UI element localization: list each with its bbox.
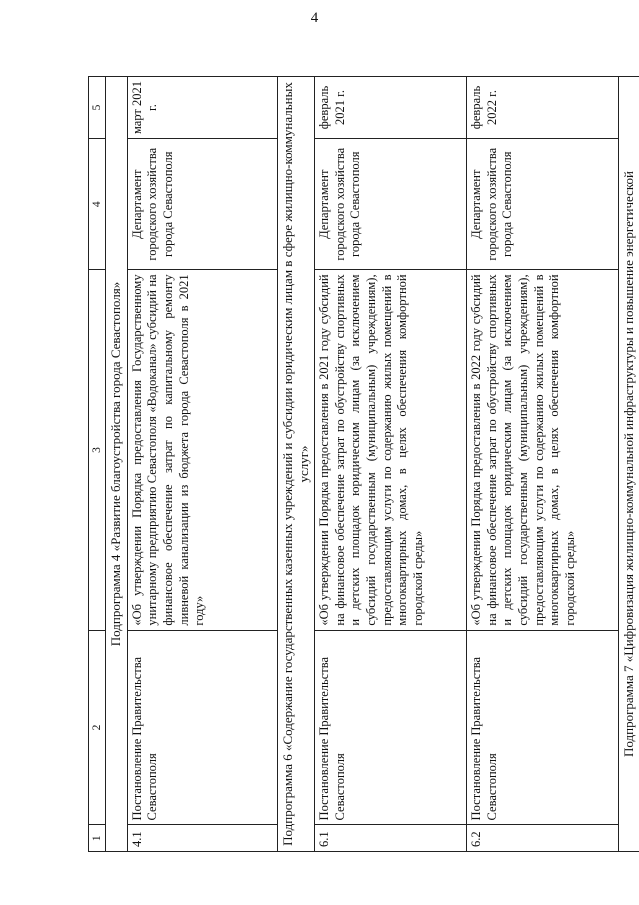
table-row bbox=[315, 77, 467, 852]
document-name: «Об утверждении Порядка предоставления Государственному унитарному предприятию Севастополя «Водоканал» субсидий на финансовое обеспечение затрат по капитальному ремонту ливневой канализации из бюджета города Севастополя в 2021 году» bbox=[127, 270, 277, 630]
deadline: февраль 2022 г. bbox=[467, 77, 619, 139]
rotated-table-container bbox=[88, 76, 637, 852]
executor: Департамент городского хозяйства города Севастополя bbox=[127, 139, 277, 270]
deadline: февраль 2021 г. bbox=[315, 77, 467, 139]
table-row bbox=[467, 77, 619, 852]
header-cell: 4 bbox=[89, 139, 106, 270]
section-title: Подпрограмма 6 «Содержание государственных казенных учреждений и субсидии юридическим лицам в сфере жилищно-коммунальных услуг» bbox=[277, 77, 315, 852]
document-type: Постановление Правительства Севастополя bbox=[127, 630, 277, 825]
executor: Департамент городского хозяйства города Севастополя bbox=[315, 139, 467, 270]
row-number: 6.2 bbox=[467, 825, 619, 852]
header-row bbox=[89, 77, 106, 852]
header-cell: 3 bbox=[89, 270, 106, 630]
section-row bbox=[106, 77, 127, 852]
table-row bbox=[127, 77, 277, 852]
document-name: «Об утверждении Порядка предоставления в 2022 году субсидий на финансовое обеспечение затрат по обустройству спортивных и детских площадок юридическим лицам (за исключением субсидий государственным (муниципальным) учреждениям), предоставляющим услуги по содержанию жилых помещений в многоквартирных домах, в целях обеспечения комфортной городской среды» bbox=[467, 270, 619, 630]
section-row bbox=[619, 77, 639, 852]
executor: Департамент городского хозяйства города Севастополя bbox=[467, 139, 619, 270]
page-number: 4 bbox=[310, 10, 319, 26]
section-title: Подпрограмма 7 «Цифровизация жилищно-коммунальной инфраструктуры и повышение энергетической bbox=[619, 77, 639, 852]
document-name: «Об утверждении Порядка предоставления в 2021 году субсидий на финансовое обеспечение затрат по обустройству спортивных и детских площадок юридическим лицам (за исключением субсидий государственным (муниципальным) учреждениям), предоставляющим услуги по содержанию жилых помещений в многоквартирных домах, в целях обеспечения комфортной городской среды» bbox=[315, 270, 467, 630]
row-number: 4.1 bbox=[127, 825, 277, 852]
document-type: Постановление Правительства Севастополя bbox=[467, 630, 619, 825]
document-type: Постановление Правительства Севастополя bbox=[315, 630, 467, 825]
deadline: март 2021 г. bbox=[127, 77, 277, 139]
header-cell: 5 bbox=[89, 77, 106, 139]
measures-table bbox=[88, 76, 639, 852]
section-row bbox=[277, 77, 315, 852]
section-title: Подпрограмма 4 «Развитие благоустройства города Севастополя» bbox=[106, 77, 127, 852]
row-number: 6.1 bbox=[315, 825, 467, 852]
header-cell: 2 bbox=[89, 630, 106, 825]
header-cell: 1 bbox=[89, 825, 106, 852]
